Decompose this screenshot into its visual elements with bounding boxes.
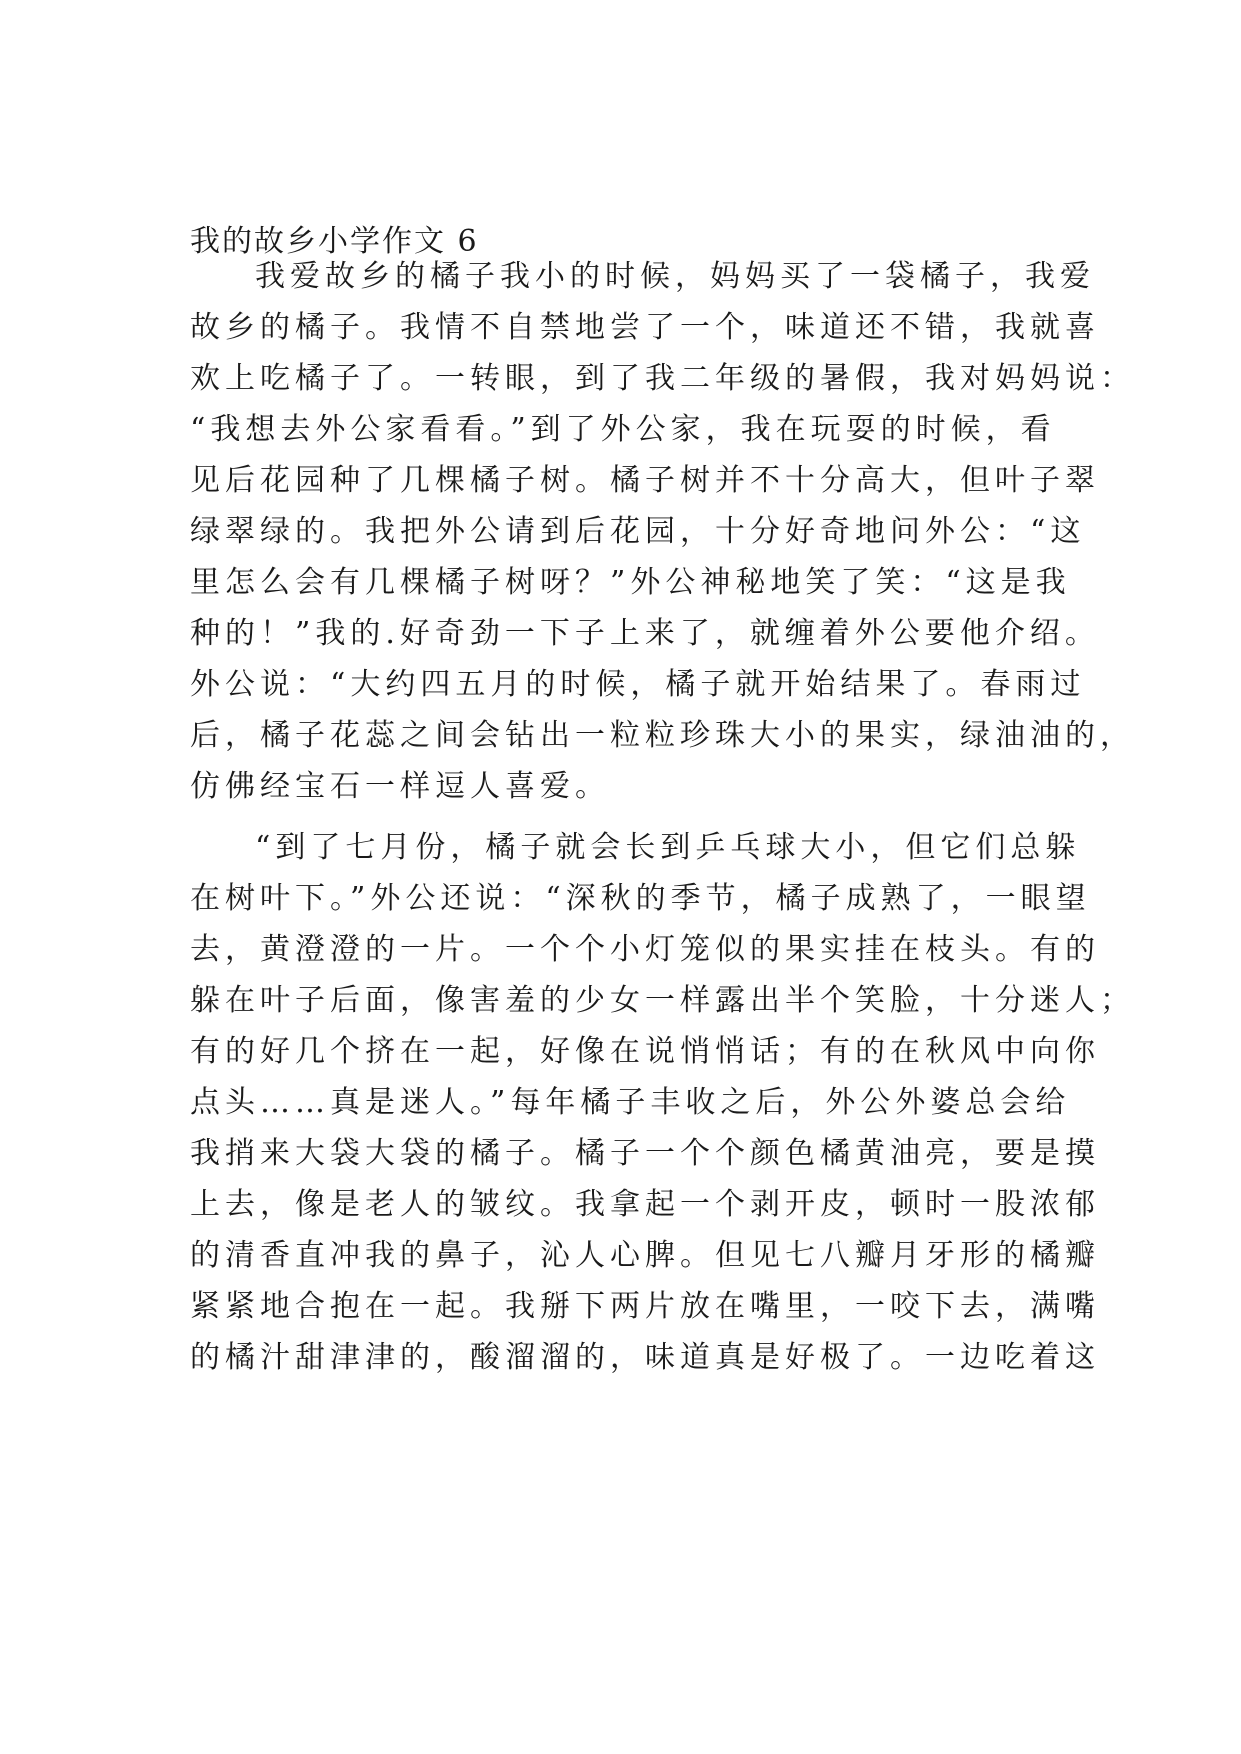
document-title: 我的故乡小学作文 6 bbox=[190, 224, 479, 259]
paragraph-2-line-1: “到了七月份，橘子就会长到乒乓球大小，但它们总躲 bbox=[255, 830, 1081, 865]
paragraph-2-line-9: 的清香直冲我的鼻子，沁人心脾。但见七八瓣月牙形的橘瓣 bbox=[190, 1238, 1100, 1273]
paragraph-1-line-5: 见后花园种了几棵橘子树。橘子树并不十分高大，但叶子翠 bbox=[190, 463, 1100, 498]
paragraph-1-line-8: 种的！”我的.好奇劲一下子上来了，就缠着外公要他介绍。 bbox=[190, 616, 1100, 651]
paragraph-2-line-7: 我捎来大袋大袋的橘子。橘子一个个颜色橘黄油亮，要是摸 bbox=[190, 1136, 1100, 1171]
paragraph-1-line-7: 里怎么会有几棵橘子树呀？”外公神秘地笑了笑：“这是我 bbox=[190, 565, 1071, 600]
paragraph-2-line-10: 紧紧地合抱在一起。我掰下两片放在嘴里，一咬下去，满嘴 bbox=[190, 1289, 1100, 1324]
paragraph-2-line-5: 有的好几个挤在一起，好像在说悄悄话；有的在秋风中向你 bbox=[190, 1034, 1100, 1069]
paragraph-1-line-2: 故乡的橘子。我情不自禁地尝了一个，味道还不错，我就喜 bbox=[190, 310, 1100, 345]
paragraph-1-line-6: 绿翠绿的。我把外公请到后花园，十分好奇地问外公：“这 bbox=[190, 514, 1086, 549]
paragraph-1-line-1: 我爱故乡的橘子我小的时候，妈妈买了一袋橘子，我爱 bbox=[255, 259, 1095, 294]
paragraph-2-line-8: 上去，像是老人的皱纹。我拿起一个剥开皮，顿时一股浓郁 bbox=[190, 1187, 1100, 1222]
paragraph-2-line-3: 去，黄澄澄的一片。一个个小灯笼似的果实挂在枝头。有的 bbox=[190, 932, 1100, 967]
paragraph-1-line-3: 欢上吃橘子了。一转眼，到了我二年级的暑假，我对妈妈说： bbox=[190, 361, 1135, 396]
paragraph-1-line-10: 后，橘子花蕊之间会钻出一粒粒珍珠大小的果实，绿油油的， bbox=[190, 718, 1135, 753]
paragraph-2-line-11: 的橘汁甜津津的，酸溜溜的，味道真是好极了。一边吃着这 bbox=[190, 1340, 1100, 1375]
paragraph-2-line-6: 点头……真是迷人。”每年橘子丰收之后，外公外婆总会给 bbox=[190, 1085, 1071, 1120]
paragraph-2-line-2: 在树叶下。”外公还说：“深秋的季节，橘子成熟了，一眼望 bbox=[190, 881, 1091, 916]
paragraph-2-line-4: 躲在叶子后面，像害羞的少女一样露出半个笑脸，十分迷人； bbox=[190, 983, 1135, 1018]
paragraph-1-line-11: 仿佛经宝石一样逗人喜爱。 bbox=[190, 769, 610, 804]
paragraph-1-line-9: 外公说：“大约四五月的时候，橘子就开始结果了。春雨过 bbox=[190, 667, 1086, 702]
paragraph-1-line-4: “我想去外公家看看。”到了外公家，我在玩耍的时候，看 bbox=[190, 412, 1056, 447]
